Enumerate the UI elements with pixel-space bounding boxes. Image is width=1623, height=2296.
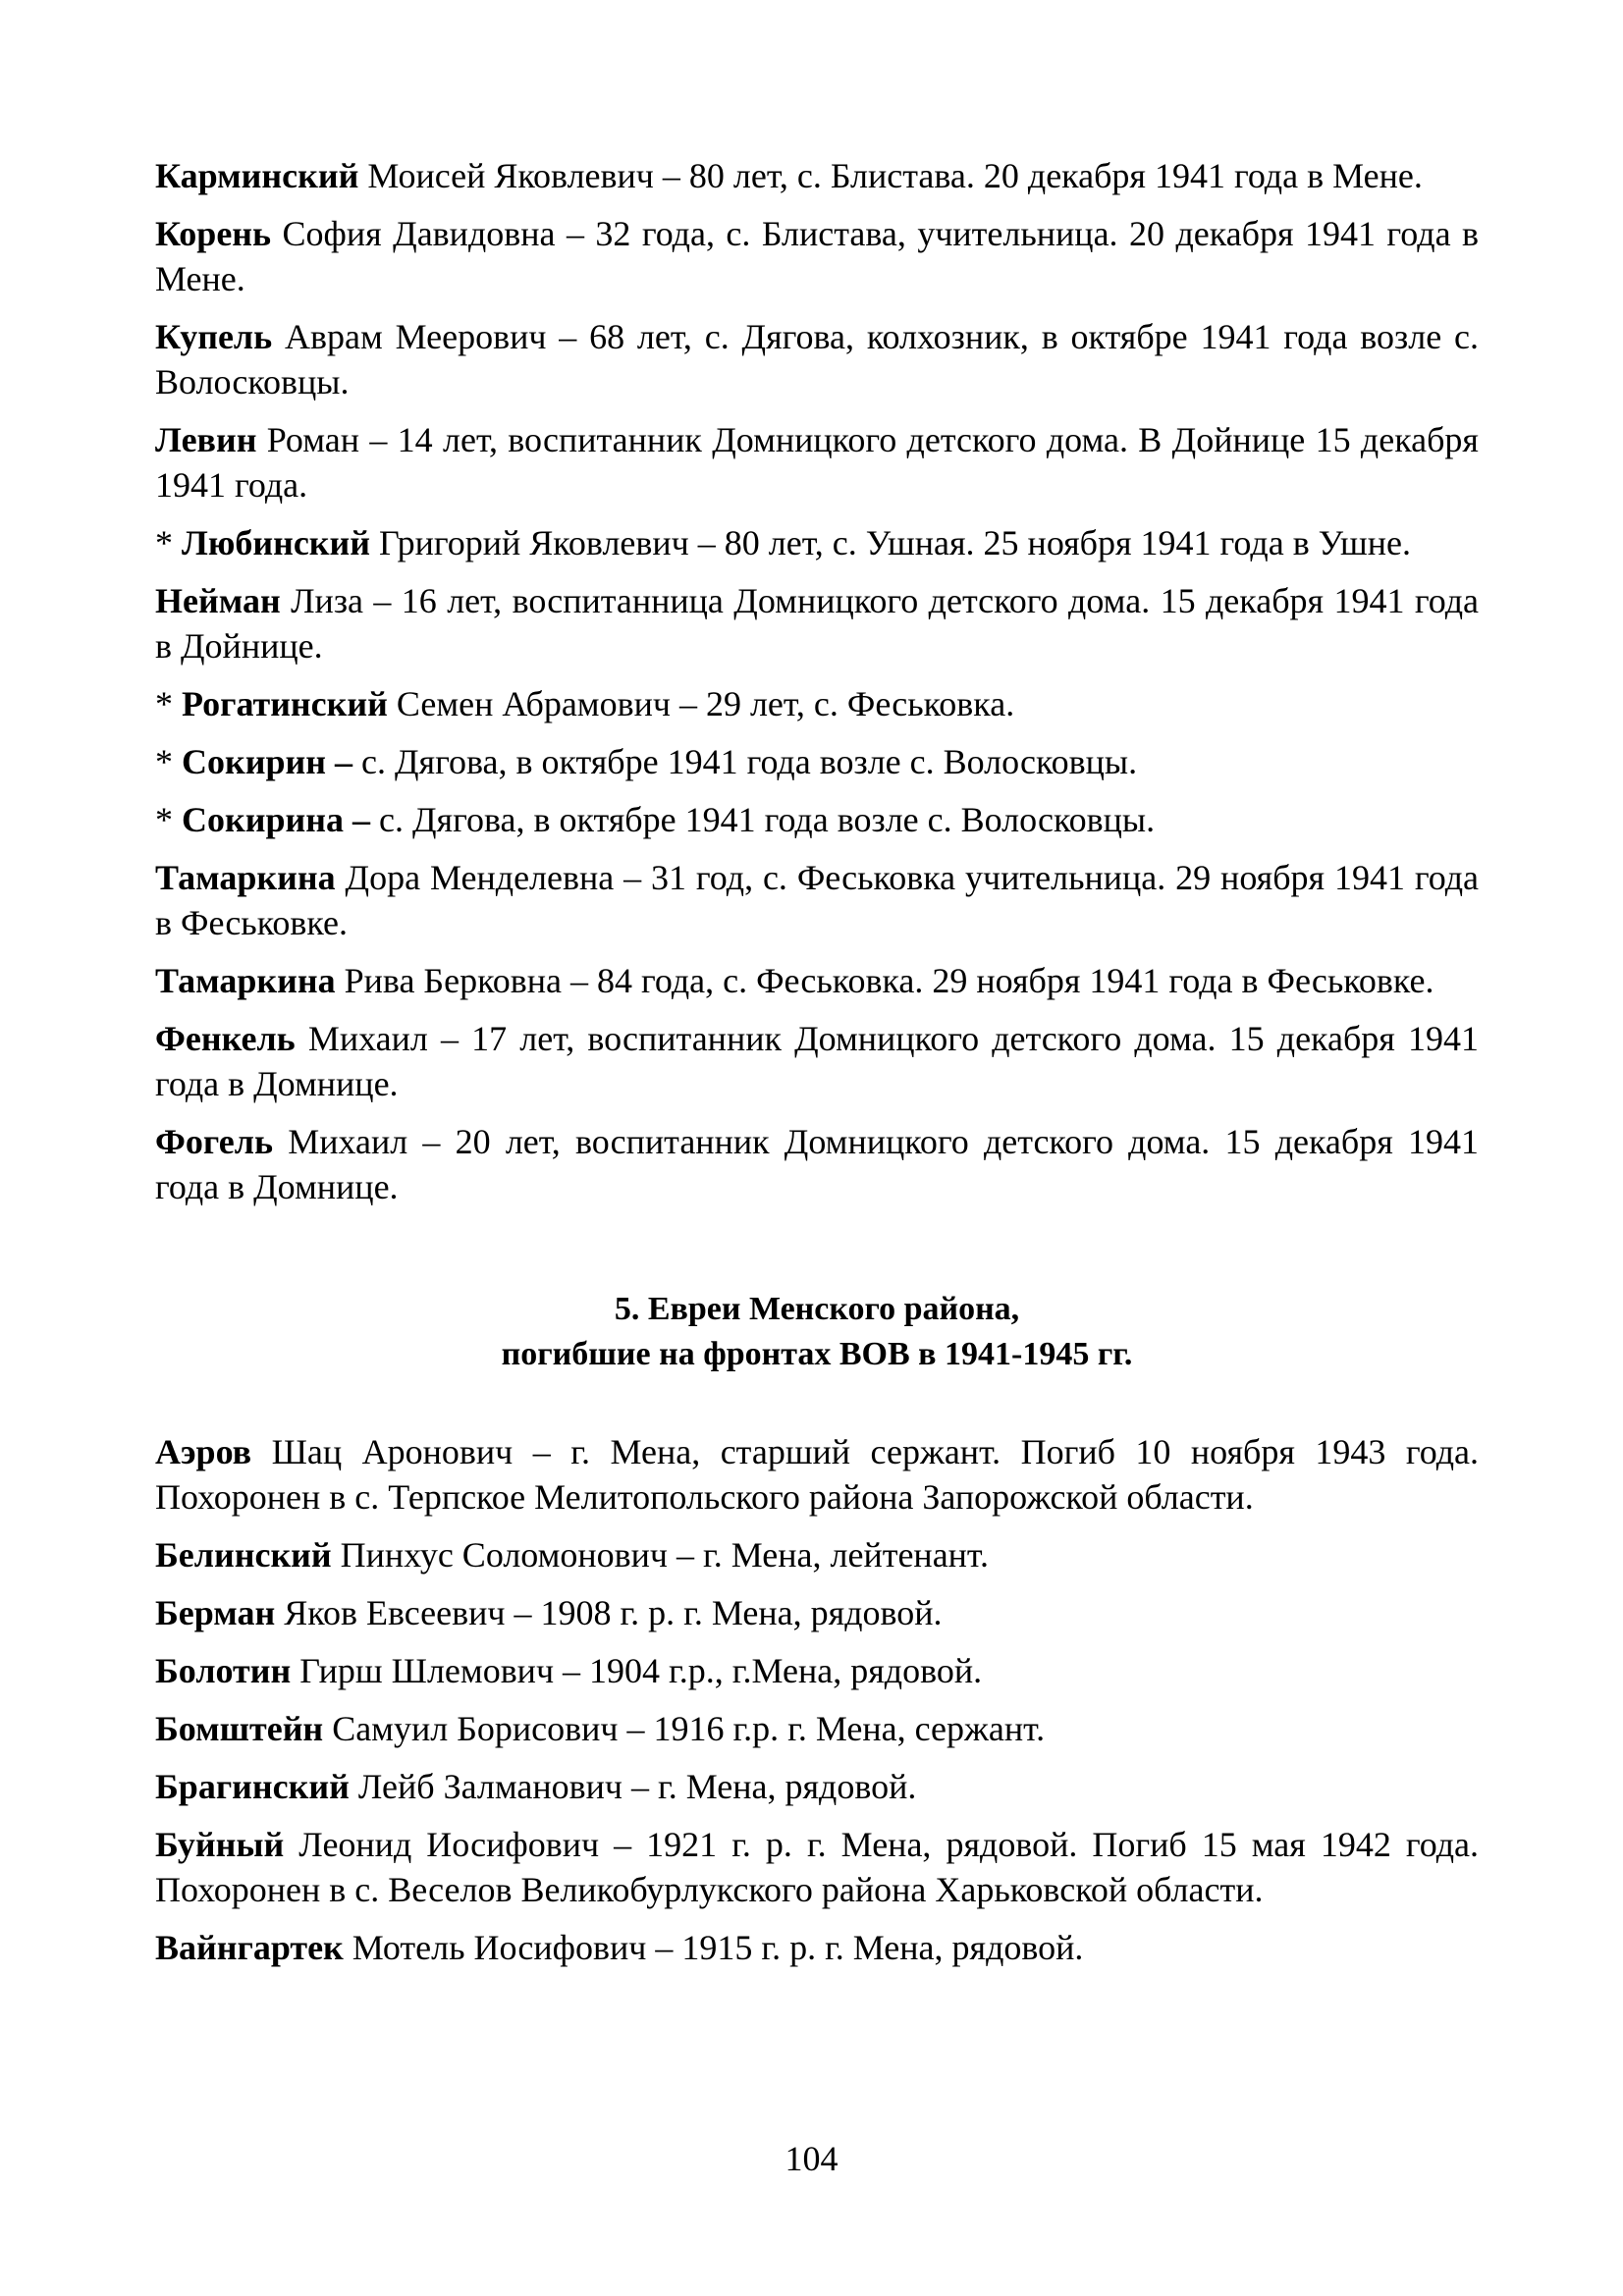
list-item — [155, 211, 1479, 301]
list-item — [155, 520, 1479, 565]
entry-text: Лиза – 16 лет, воспитанница Домницкого детского дома. 15 декабря 1941 года в Дойнице. — [155, 581, 1479, 666]
entry-text: Семен Абрамович – 29 лет, с. Феськовка. — [387, 684, 1015, 723]
document-page — [155, 153, 1479, 1983]
entry-text: Рива Берковна – 84 года, с. Феськовка. 29 ноября 1941 года в Феськовке. — [335, 961, 1434, 1000]
entry-surname: Любинский — [182, 523, 371, 562]
entry-surname: Сокирин – — [182, 742, 352, 781]
entry-surname: Белинский — [155, 1535, 332, 1575]
section-heading — [155, 1287, 1479, 1377]
entry-surname: Вайнгартек — [155, 1928, 344, 1967]
entry-surname: Фогель — [155, 1122, 274, 1161]
list-item — [155, 797, 1479, 842]
entry-surname: Левин — [155, 420, 257, 459]
list-item — [155, 417, 1479, 507]
entry-surname: Купель — [155, 317, 273, 356]
list-item — [155, 739, 1479, 784]
entries-list-after — [155, 1429, 1479, 1970]
list-item — [155, 958, 1479, 1003]
entry-text: Дора Менделевна – 31 год, с. Феськовка учительница. 29 ноября 1941 года в Феськовке. — [155, 858, 1479, 942]
list-item — [155, 855, 1479, 945]
entry-text: Моисей Яковлевич – 80 лет, с. Блистава. 20 декабря 1941 года в Мене. — [358, 156, 1423, 195]
entry-surname: Сокирина – — [182, 800, 370, 839]
list-item — [155, 1648, 1479, 1693]
list-item — [155, 1706, 1479, 1751]
entry-surname: Берман — [155, 1593, 276, 1632]
list-item — [155, 1429, 1479, 1520]
entry-text: Яков Евсеевич – 1908 г. р. г. Мена, рядовой. — [275, 1593, 943, 1632]
list-item — [155, 578, 1479, 668]
entry-text: Роман – 14 лет, воспитанник Домницкого детского дома. В Дойнице 15 декабря 1941 года. — [155, 420, 1479, 505]
list-item — [155, 1532, 1479, 1577]
entry-text: с. Дягова, в октябре 1941 года возле с. Волосковцы. — [370, 800, 1156, 839]
entry-text: Михаил – 20 лет, воспитанник Домницкого детского дома. 15 декабря 1941 года в Домнице. — [155, 1122, 1479, 1206]
entry-surname: Болотин — [155, 1651, 292, 1690]
entry-surname: Тамаркина — [155, 858, 336, 897]
page-number: 104 — [784, 2139, 839, 2178]
list-item — [155, 1925, 1479, 1970]
entry-surname: Тамаркина — [155, 961, 336, 1000]
entry-text: с. Дягова, в октябре 1941 года возле с. Волосковцы. — [352, 742, 1138, 781]
list-item — [155, 1822, 1479, 1912]
entry-text: София Давидовна – 32 года, с. Блистава, учительница. 20 декабря 1941 года в Мене. — [155, 214, 1479, 298]
entry-surname: Аэров — [155, 1432, 252, 1471]
entry-text: Григорий Яковлевич – 80 лет, с. Ушная. 25 ноября 1941 года в Ушне. — [370, 523, 1411, 562]
entry-text: Пинхус Соломонович – г. Мена, лейтенант. — [331, 1535, 989, 1575]
entry-star: * — [155, 523, 182, 562]
entry-text: Леонид Иосифович – 1921 г. р. г. Мена, рядовой. Погиб 15 мая 1942 года. Похоронен в с. Веселов Великобурлукского района Харьковской области. — [155, 1825, 1479, 1909]
entry-star: * — [155, 742, 182, 781]
list-item — [155, 1764, 1479, 1809]
entry-surname: Корень — [155, 214, 272, 253]
list-item — [155, 1119, 1479, 1209]
list-item — [155, 153, 1479, 198]
list-item — [155, 1590, 1479, 1635]
entry-surname: Карминский — [155, 156, 359, 195]
list-item — [155, 681, 1479, 726]
entry-text: Михаил – 17 лет, воспитанник Домницкого детского дома. 15 декабря 1941 года в Домнице. — [155, 1019, 1479, 1103]
list-item — [155, 1016, 1479, 1106]
entry-star: * — [155, 684, 182, 723]
entry-text: Лейб Залманович – г. Мена, рядовой. — [349, 1767, 917, 1806]
entry-star: * — [155, 800, 182, 839]
entry-surname: Брагинский — [155, 1767, 350, 1806]
section-heading-line-2: погибшие на фронтах ВОВ в 1941-1945 гг. — [501, 1336, 1133, 1372]
list-item — [155, 314, 1479, 404]
entry-surname: Бомштейн — [155, 1709, 324, 1748]
section-heading-line-1: 5. Евреи Менского района, — [614, 1291, 1020, 1327]
entry-surname: Рогатинский — [182, 684, 388, 723]
entry-text: Гирш Шлемович – 1904 г.р., г.Мена, рядовой. — [291, 1651, 983, 1690]
entries-list-before — [155, 153, 1479, 1209]
entry-text: Шац Аронович – г. Мена, старший сержант. Погиб 10 ноября 1943 года. Похоронен в с. Терпское Мелитопольского района Запорожской области. — [155, 1432, 1479, 1517]
entry-text: Самуил Борисович – 1916 г.р. г. Мена, сержант. — [323, 1709, 1046, 1748]
entry-text: Аврам Меерович – 68 лет, с. Дягова, колхозник, в октябре 1941 года возле с. Волосковцы. — [155, 317, 1479, 401]
entry-surname: Фенкель — [155, 1019, 296, 1058]
entry-surname: Нейман — [155, 581, 281, 620]
entry-text: Мотель Иосифович – 1915 г. р. г. Мена, рядовой. — [343, 1928, 1084, 1967]
entry-surname: Буйный — [155, 1825, 285, 1864]
